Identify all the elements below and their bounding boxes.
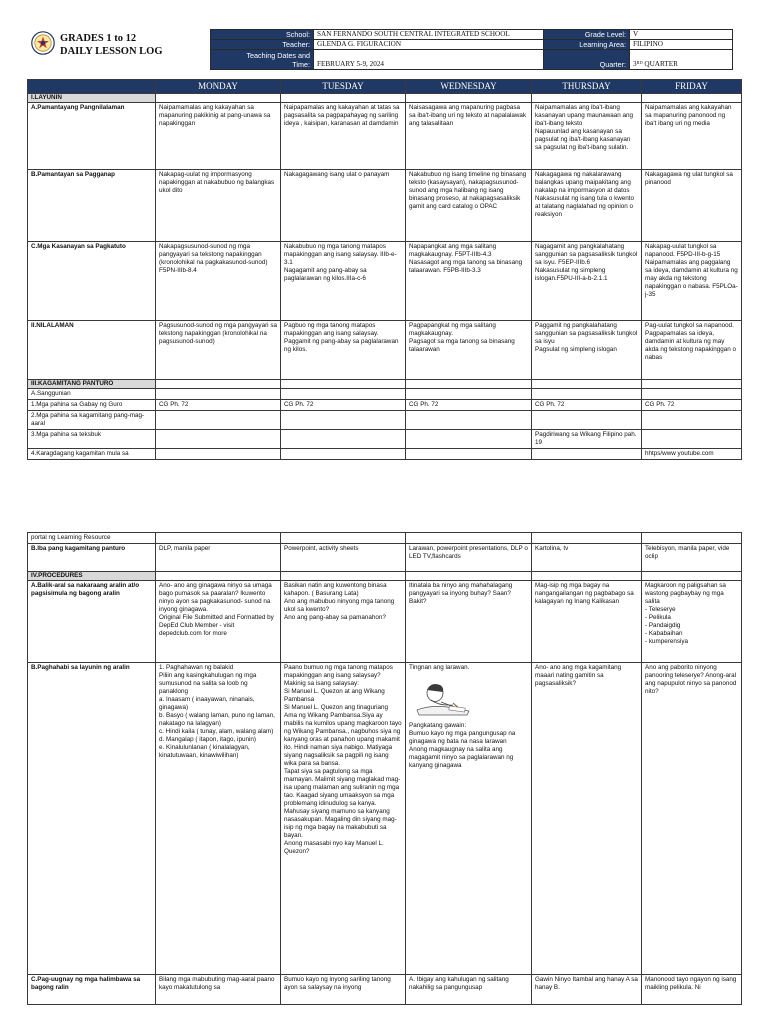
cell-wednesday xyxy=(406,430,532,449)
cell-wednesday xyxy=(406,663,532,975)
cell-monday: Nakapagsusunod-sunod ng mga pangyayari sa tekstong napakinggan (kronolohikal na pagkakasunod-sunod) F5PN-IIIb-8.4 xyxy=(156,242,281,321)
cell-friday: CG Ph. 72 xyxy=(642,400,742,411)
row-gabay-ng-guro xyxy=(28,400,742,411)
cell-wednesday: Naisasagawa ang mapanuring pagbasa sa iba't-ibang uri ng teksto at napalalawak ang talasalitaan xyxy=(406,103,532,170)
cell-tuesday: Basikan natin ang kuwentong binasa kahapon. ( Basurang Lata) Ano ang mabubuo ninyong mga tanong ukol sa kwento? Ano ang pang-abay sa pamanahon? xyxy=(281,581,406,663)
teacher-value: GLENDA G. FIGURACION xyxy=(314,40,544,50)
cell-wednesday: Itinatala ba ninyo ang mahahalagang pangyayari sa inyong buhay? Saan? Bakit? xyxy=(406,581,532,663)
wednesday-instruction: Tingnan ang larawan. xyxy=(409,664,470,671)
cell-thursday: CG Ph. 72 xyxy=(532,400,642,411)
cell-friday: Ano ang paborito ninyong panooring teleserye? Anong-aral ang napupulot ninyo sa panonod nito? xyxy=(642,663,742,975)
document-title xyxy=(60,32,163,58)
school-value: SAN FERNANDO SOUTH CENTRAL INTEGRATED SCHOOL xyxy=(314,30,544,40)
cell-thursday: Mag-isip ng mga bagay na nangangailangan ng pagbabago sa kalagayan ng Inang Kalikasan xyxy=(532,581,642,663)
area-value: FILIPINO xyxy=(630,40,733,50)
header-info-table xyxy=(210,29,733,70)
grade-label: Grade Level: xyxy=(544,30,630,40)
row-label: 4.Karagdagang kagamitan mula sa xyxy=(28,449,156,460)
row-pamantayan-sa-pagganap xyxy=(28,170,742,242)
section-kagamitan-label: III.KAGAMITANG PANTURO xyxy=(28,380,156,389)
day-friday: FRIDAY xyxy=(642,80,742,94)
row-label: 2.Mga pahina sa kagamitang pang-mag-aaral xyxy=(28,411,156,430)
grade-value: V xyxy=(630,30,733,40)
cell-tuesday: Paano bumuo ng mga tanong matapos mapakinggan ang isang salaysay? Makinig sa isang salaysay: Si Manuel L. Quezon at ang Wikang Pambansa Si Manuel L. Quezon ang tinaguriang Ama ng Wikang Pambansa.Siya ay mabilis na kumilos upang magkaroon tayo ng Wikang Pambansa., nagbuhos siya ng kanyang oras at panahon upang makamit ito. Hindi naman siya nabigo. Matiyaga siyang nagsaliksik sa pagpili ng isang wika para sa bansa. Tapat siya sa pagtulong sa mga mamayan. Malimit siyang maglakad mag-isa upang malaman ang suliranin ng mga tao. Kaagad siyang umaaksyon sa mga problemang idinudulog sa kanya. Mahusay siyang mamuno sa kanyang nasasakupan. Magaling din siyang mag-isip ng mga bagay na makabubuti sa bayan. Anong masasabi nyo kay Manuel L. Quezon? xyxy=(281,663,406,975)
section-procedures xyxy=(28,572,742,581)
row-label: portal ng Learning Resource xyxy=(28,533,156,544)
section-layunin-label: I.LAYUNIN xyxy=(28,94,156,103)
row-label: A.Pamantayang Pangnilalaman xyxy=(28,103,156,170)
row-label: A.Balik-aral sa nakaraang aralin at/o pagsisimula ng bagong aralin xyxy=(28,581,156,663)
cell-monday xyxy=(156,430,281,449)
cell-friday: Magkaroon ng paligsahan sa wastong pagbaybay ng mga salita - Teleserye - Pelikula - Pandaigdig - Kababaihan - kumperensiya xyxy=(642,581,742,663)
cell-monday: DLP, manila paper xyxy=(156,544,281,572)
row-balik-aral xyxy=(28,581,742,663)
cell-tuesday: Pagbuo ng mga tanong matapos mapakinggan ang isang salaysay. Paggamit ng pang-abay sa paglalarawan ng kilos. xyxy=(281,321,406,380)
cell-monday: Bilang mga mabubuting mag-aaral paano kayo makatutulong sa xyxy=(156,975,281,1005)
row-portal xyxy=(28,533,742,544)
cell-thursday: Nagagamit ang pangkalahatang sanggunian sa pagsasaliksik tungkol sa isyu. F5EP-IIIb.6 Nakasusulat ng simpleng islogan.F5PU-III-a-b-2.1.1 xyxy=(532,242,642,321)
cell-friday: hhtps/www youtube.com xyxy=(642,449,742,460)
cell-wednesday xyxy=(406,449,532,460)
quarter-value: 3ᴿᴰ QUARTER xyxy=(630,50,733,70)
cell-wednesday: Larawan, powerpoint presentations, DLP o LED TV,flashcards xyxy=(406,544,532,572)
cell-friday: Naipamamalas ang kakayahan sa mapanuring panonood ng iba't ibang uri ng media xyxy=(642,103,742,170)
cell-tuesday: Naipapamalas ang kakayahan at tatas sa pagsasalita sa pagpapahayag ng sariling ideya , kaisipan, karanasan at damdamin xyxy=(281,103,406,170)
cell-thursday: Naipamamalas ang iba't-ibang kasanayan upang maunawaan ang iba't-ibang teksto Napauunlad ang kasanayan sa pagsulat ng iba't-ibang kasanayan sa pagsulat ng iba't-ibang sulatin. xyxy=(532,103,642,170)
row-nilalaman xyxy=(28,321,742,380)
page-one xyxy=(0,0,768,500)
row-kasanayan-sa-pagkatuto xyxy=(28,242,742,321)
child-writing-illustration xyxy=(413,678,471,718)
cell-tuesday: Bumuo kayo ng inyong sariling tanong ayon sa salaysay na inyong xyxy=(281,975,406,1005)
section-kagamitan xyxy=(28,380,742,389)
cell-wednesday: Pagpapangkat ng mga salitang magkakaugnay. Pagsagot sa mga tanong sa binasang talaarawan xyxy=(406,321,532,380)
row-label: A.Sanggunian xyxy=(28,389,156,400)
cell-friday: Manonood tayo ngayon ng isang maikling pelikula. Ni xyxy=(642,975,742,1005)
cell-friday: Nakapag-uulat tungkol sa napanood. F5PD-III-b-g-15 Naipamamalas ang paggalang sa ideya, damdamin at kultura ng may akda ng tekstong napakinggan o nabasa. F5PLOa-j-35 xyxy=(642,242,742,321)
cell-thursday: Kartolina, tv xyxy=(532,544,642,572)
cell-thursday: Nakagagawa ng nakalarawang balangkas upang maipakitang ang nakalap na impormasyon at datos Nakasusulat ng isang tula o kwento at talatang naglalahad ng opinion o reaksiyon xyxy=(532,170,642,242)
cell-tuesday: Nakabubuo ng mga tanong matapos mapakinggan ang isang salaysay. IIIb-e-3.1 Nagagamit ang pang-abay sa paglalarawan ng kilos.IIIa-c-6 xyxy=(281,242,406,321)
cell-monday xyxy=(156,449,281,460)
day-header-row xyxy=(28,80,742,94)
cell-friday xyxy=(642,430,742,449)
cell-friday: Nakagagawa ng ulat tungkol sa pinanood xyxy=(642,170,742,242)
title-line-1: GRADES 1 to 12 xyxy=(60,33,137,44)
dates-value: FEBRUARY 5-9, 2024 xyxy=(314,50,544,70)
title-line-2: DAILY LESSON LOG xyxy=(60,46,163,57)
cell-friday: Telebisyon, manila paper, vide oclip xyxy=(642,544,742,572)
section-procedures-label: IV.PROCEDURES xyxy=(28,572,156,581)
cell-thursday: Gawin Ninyo Itambal ang hanay A sa hanay B. xyxy=(532,975,642,1005)
cell-monday: 1. Paghahawan ng balakid Piliin ang kasingkahulugan ng mga sumusunod na salita sa loob ng panaklong a. Inaasam ( inaayawan, ninanais, ginagawa) b. Basyo ( walang laman, puno ng laman, nakatago na lalagyan) c. Hindi kaila ( tunay, alam, walang alam) d. Mangalap ( itapon, itago, ipunin) e. Kinalulunlanan ( kinalalagyan, kinatutuwaan, kinawiwilihan) xyxy=(156,663,281,975)
lesson-log-table-page1 xyxy=(27,79,742,460)
row-label: II.NILALAMAN xyxy=(28,321,156,380)
row-pamantayang-pangnilalaman xyxy=(28,103,742,170)
cell-thursday xyxy=(532,449,642,460)
cell-tuesday xyxy=(281,449,406,460)
row-pag-uugnay xyxy=(28,975,742,1005)
cell-wednesday: CG Ph. 72 xyxy=(406,400,532,411)
cell-wednesday: Napapangkat ang mga salitang magkakaugnay. F5PT-IIIb-4.3 Nasasagot ang mga tanong sa binasang talaarawan. F5PB-IIIb-3.3 xyxy=(406,242,532,321)
cell-monday: Pagsusunod-sunod ng mga pangyayari sa tekstong napakinggan (kronolohikal na pagsusunod-sunod) xyxy=(156,321,281,380)
row-label: C.Mga Kasanayan sa Pagkatuto xyxy=(28,242,156,321)
row-karagdagang-kagamitan xyxy=(28,449,742,460)
wednesday-activity: Pangkatang gawain: Bumuo kayo ng mga pangungusap na ginagawa ng bata na nasa larawan Anong magkaugnay na salita ang magagamit ninyo sa paglalarawan ng kanyang ginagawa xyxy=(409,722,516,769)
cell-monday: Nakapag-uulat ng impormasyong napakinggan at nakabubuo ng balangkas ukol dito xyxy=(156,170,281,242)
day-monday: MONDAY xyxy=(156,80,281,94)
day-wednesday: WEDNESDAY xyxy=(406,80,532,94)
school-label: School: xyxy=(211,30,314,40)
cell-tuesday: Nakagagawang isang ulat o panayam xyxy=(281,170,406,242)
section-layunin xyxy=(28,94,742,103)
row-label: C.Pag-uugnay ng mga halimbawa sa bagong ralin xyxy=(28,975,156,1005)
row-teksbuk xyxy=(28,430,742,449)
cell-monday: CG Ph. 72 xyxy=(156,400,281,411)
cell-monday: Naipamamalas ang kakayahan sa mapanuring pakikinig at pang-unawa sa napakinggan xyxy=(156,103,281,170)
day-tuesday: TUESDAY xyxy=(281,80,406,94)
cell-tuesday: CG Ph. 72 xyxy=(281,400,406,411)
row-label: 3.Mga pahina sa teksbuk xyxy=(28,430,156,449)
day-thursday: THURSDAY xyxy=(532,80,642,94)
row-kagamitang-pang-mag-aaral xyxy=(28,411,742,430)
row-sanggunian xyxy=(28,389,742,400)
day-header-blank xyxy=(28,80,156,94)
row-iba-pang-kagamitan xyxy=(28,544,742,572)
row-paghahabi xyxy=(28,663,742,975)
page-gap xyxy=(0,500,768,532)
row-label: B.Iba pang kagamitang panturo xyxy=(28,544,156,572)
quarter-label: Quarter: xyxy=(544,50,630,70)
row-label: B.Paghahabi sa layunin ng aralin xyxy=(28,663,156,975)
cell-friday: Pag-uulat tungkol sa napanood. Pagpapamalas sa ideya, damdamin at kultura ng may akda ng tekstong napakinggan o nabas xyxy=(642,321,742,380)
cell-tuesday xyxy=(281,430,406,449)
area-label: Learning Area: xyxy=(544,40,630,50)
cell-thursday: Pagdiriwang sa Wikang Filipino pah. 19 xyxy=(532,430,642,449)
page-two xyxy=(0,532,768,1024)
cell-wednesday: A. Ibigay ang kahulugan ng salitang nakahilig sa pangungusap xyxy=(406,975,532,1005)
cell-thursday: Paggamit ng pangkalahatang sanggunian sa pagsasaliksik tungkol sa isyu Pagsulat ng simpleng islogan xyxy=(532,321,642,380)
lesson-log-table-page2 xyxy=(27,532,742,1005)
cell-tuesday: Powerpoint, activity sheets xyxy=(281,544,406,572)
dates-label: Teaching Dates and Time: xyxy=(211,50,314,70)
cell-thursday: Ano- ano ang mga kagamitang maaari nating gamitin sa pagsasaliksik? xyxy=(532,663,642,975)
cell-wednesday: Nakabubuo ng isang timeline ng binasang teksto (kasaysayan), nakapagsusunod-sunod ang mga halibang ng isang binasang proseso, at nakapagsasaliksik gamit ang card catalog o OPAC xyxy=(406,170,532,242)
row-label: 1.Mga pahina sa Gabay ng Guro xyxy=(28,400,156,411)
row-label: B.Pamantayan sa Pagganap xyxy=(28,170,156,242)
deped-seal-icon xyxy=(31,31,55,55)
teacher-label: Teacher: xyxy=(211,40,314,50)
cell-monday: Ano- ano ang ginagawa ninyo sa umaga bago pumasok sa paaralan? Ikuwento ninyo ayon sa pagkakasunod- sunod na inyong ginagawa. Original File Submitted and Formatted by DepEd Club Member - visit depedclub.com for more xyxy=(156,581,281,663)
